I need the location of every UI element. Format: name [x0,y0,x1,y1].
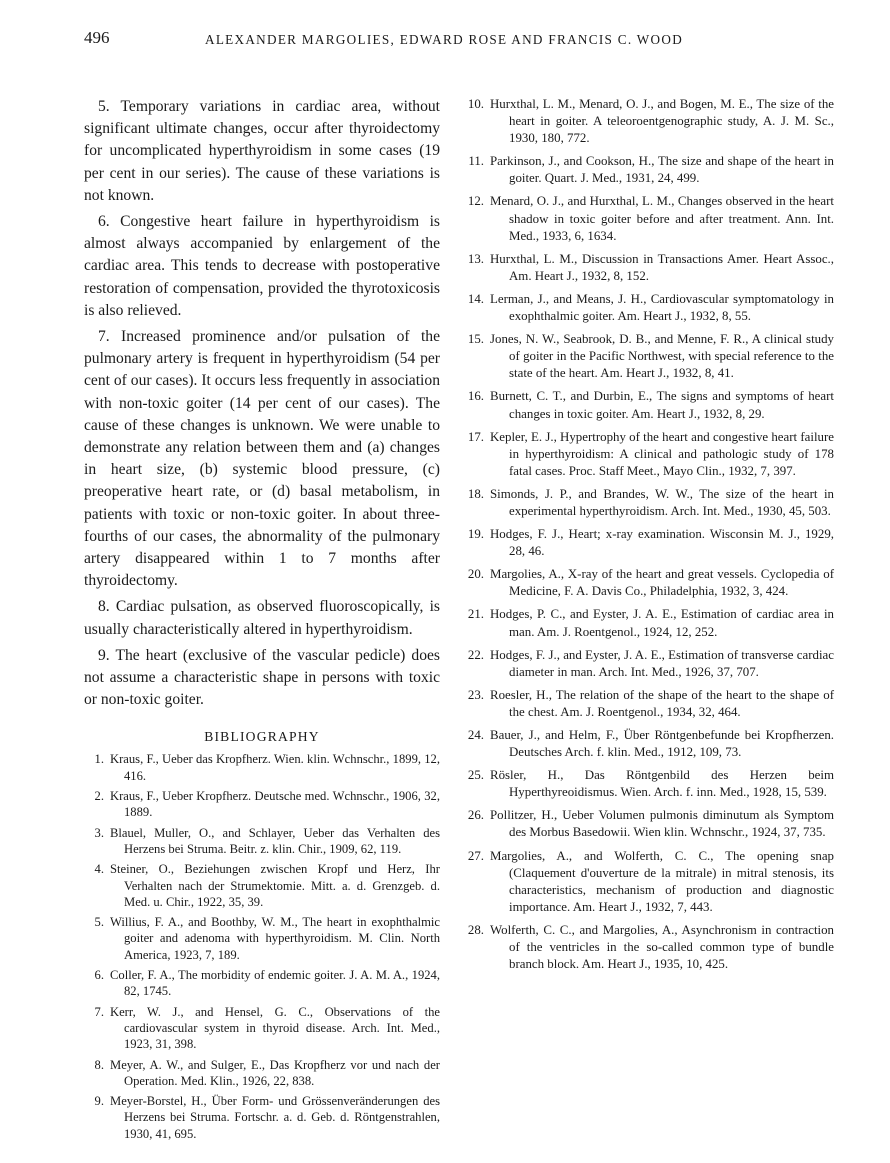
bib-entry [458,486,834,520]
right-column [458,96,834,979]
bib-entry-text: Hurxthal, L. M., Menard, O. J., and Bogen, M. E., The size of the heart in goiter. A teleoroentgenographic study, A. J. M. Sc., 1930, 180, 772. [490,97,834,146]
conclusion-5: 5. Temporary variations in cardiac area, without significant ultimate changes, occur after thyroidectomy for uncomplicated hyperthyroidism in some cases (19 per cent in our series). The cause of these variations is not known. [84,98,440,204]
bib-entry-number: 24. [467,728,484,742]
bib-entry-text: Hurxthal, L. M., Discussion in Transactions Amer. Heart Assoc., Am. Heart J., 1932, 8, 152. [490,251,834,283]
bib-entry-number: 18. [467,486,484,501]
bib-entry-number: 4. [94,862,104,877]
bib-entry-number: 22. [467,647,484,662]
bib-entry-text: Pollitzer, H., Ueber Volumen pulmonis diminutum als Symptom des Morbus Basedowii. Wien klin. Wchnschr., 1924, 37, 735. [490,808,834,840]
bib-entry-number: 28. [467,922,484,937]
bib-entry-text: Lerman, J., and Means, J. H., Cardiovascular symptomatology in exophthalmic goiter. Am. Heart J., 1932, 8, 55. [490,291,834,324]
bib-entry-text: Bauer, J., and Helm, F., Über Röntgenbefunde bei Kropfherzen. Deutsches Arch. f. klin. Med., 1912, 109, 73. [490,728,834,760]
bib-entry-number: 14. [467,291,484,306]
bib-entry-number: 27. [467,848,484,863]
bib-entry-number: 21. [467,607,484,622]
bib-entry [458,331,834,382]
bib-entry [84,788,440,821]
bib-entry-number: 11. [468,154,484,169]
bib-entry [84,914,440,963]
bib-entry [458,727,834,761]
bib-entry [458,807,834,841]
bib-entry-text: Kraus, F., Ueber das Kropfherz. Wien. klin. Wchnschr., 1899, 12, 416. [110,752,440,783]
bib-entry-text: Meyer, A. W., and Sulger, E., Das Kropfherz vor und nach der Operation. Med. Klin., 1926, 22, 838. [110,1057,440,1088]
bib-entry [458,606,834,640]
bib-entry [458,153,834,187]
bib-entry [458,767,834,801]
bib-entry-number: 12. [467,194,484,209]
bib-entry-number: 19. [467,527,484,542]
left-column [84,96,440,1146]
bib-entry-text: Hodges, P. C., and Eyster, J. A. E., Estimation of cardiac area in man. Am. J. Roentgenol., 1924, 12, 252. [490,607,834,639]
conclusion-8: 8. Cardiac pulsation, as observed fluoroscopically, is usually characteristically altered in hyperthyroidism. [84,598,440,638]
bib-entry [458,251,834,285]
bib-entry-text: Kepler, E. J., Hypertrophy of the heart and congestive heart failure in hyperthyroidism: A clinical and pathologic study of 178 fatal cases. Proc. Staff Meet., Mayo Clin., 1932, 7, 397. [490,429,834,478]
bib-entry [458,388,834,422]
bib-entry-text: Hodges, F. J., and Eyster, J. A. E., Estimation of transverse cardiac diameter in man. Arch. Int. Med., 1926, 37, 707. [490,647,834,679]
bib-entry [458,526,834,560]
bib-entry [458,647,834,681]
bib-entry [84,1057,440,1090]
bib-entry-number: 26. [467,808,484,823]
bib-entry [84,825,440,858]
bibliography-heading: BIBLIOGRAPHY [204,729,320,745]
bib-entry-text: Rösler, H., Das Röntgenbild des Herzen beim Hyperthyreoidismus. Wien. Arch. f. inn. Med., 1928, 15, 539. [490,768,834,800]
conclusion-6: 6. Congestive heart failure in hyperthyroidism is almost always accompanied by enlargement of the cardiac area. This tends to decrease with postoperative restoration of compensation, provided the thyrotoxicosis is also relieved. [84,213,440,319]
bib-entry-number: 15. [467,332,484,347]
bib-entry [84,1004,440,1053]
bib-entry [458,566,834,600]
bib-entry-text: Simonds, J. P., and Brandes, W. W., The size of the heart in experimental hyperthyroidism. Arch. Int. Med., 1930, 45, 503. [490,486,834,518]
bib-entry [458,922,834,973]
bib-entry-text: Hodges, F. J., Heart; x-ray examination. Wisconsin M. J., 1929, 28, 46. [490,527,834,559]
bib-entry-text: Meyer-Borstel, H., Über Form- und Grössenveränderungen des Herzens bei Struma. Fortschr. a. d. Geb. d. Röntgenstrahlen, 1930, 41, 695. [110,1094,440,1141]
bib-entry-number: 8. [94,1057,104,1072]
bib-entry [458,193,834,244]
bib-entry-text: Coller, F. A., The morbidity of endemic goiter. J. A. M. A., 1924, 82, 1745. [110,968,440,999]
bib-entry-text: Roesler, H., The relation of the shape of the heart to the shape of the chest. Am. J. Roentgenol., 1934, 32, 464. [490,687,834,719]
bib-entry-text: Willius, F. A., and Boothby, W. M., The heart in exophthalmic goiter and adenoma with hyperthyroidism. M. Clin. North America, 1923, 7, 189. [110,915,440,962]
bib-entry-text: Wolferth, C. C., and Margolies, A., Asynchronism in contraction of the ventricles in the so-called common type of bundle branch block. Am. Heart J., 1935, 10, 425. [490,922,834,972]
conclusion-7: 7. Increased prominence and/or pulsation of the pulmonary artery is frequent in hyperthyroidism (54 per cent of our cases). It occurs less frequently in association with non-toxic goiter (14 per cent of our cases). The cause of these changes is unknown. We were unable to demonstrate any relation between them and (a) changes in heart size, (b) systemic blood pressure, (c) preoperative heart rate, or (d) basal metabolism, in patients with toxic or non-toxic goiter. In about three-fourths of our cases, the abnormality of the pulmonary artery disappeared within 1 to 7 months after thyroidectomy. [84,328,440,590]
bib-entry-number: 13. [467,251,484,266]
bibliography-list-right [458,96,834,973]
bib-entry-number: 2. [94,789,104,804]
bib-entry-text: Jones, N. W., Seabrook, D. B., and Menne, F. R., A clinical study of goiter in the Pacific Northwest, with special reference to the state of the heart. Am. Heart J., 1932, 8, 41. [490,332,834,381]
bib-entry-text: Margolies, A., X-ray of the heart and great vessels. Cyclopedia of Medicine, F. A. Davis Co., Philadelphia, 1932, 3, 424. [490,567,834,599]
bib-entry-number: 16. [467,389,484,404]
bib-entry-text: Margolies, A., and Wolferth, C. C., The opening snap (Claquement d'ouverture de la mitrale) in mitral stenosis, its characteristics, mechanism of production and diagnostic importance. Am. Heart J., 1932, 7, 443. [490,848,834,914]
bib-entry [458,96,834,147]
bib-entry-number: 1. [94,752,104,767]
bib-entry [84,751,440,784]
bib-entry-number: 17. [467,429,484,444]
bib-entry [84,967,440,1000]
conclusion-9: 9. The heart (exclusive of the vascular pedicle) does not assume a characteristic shape in persons with toxic or non-toxic goiter. [84,646,440,709]
bib-entry-number: 5. [94,915,104,930]
bib-entry-number: 6. [94,968,104,983]
bib-entry-number: 23. [467,687,484,702]
page-number: 496 [84,28,110,47]
bib-entry-text: Kraus, F., Ueber Kropfherz. Deutsche med. Wchnschr., 1906, 32, 1889. [110,789,440,820]
bib-entry-number: 20. [467,567,484,582]
bib-entry [458,687,834,721]
bib-entry-number: 7. [94,1004,104,1019]
bib-entry-number: 10. [467,97,484,111]
bib-entry-text: Steiner, O., Beziehungen zwischen Kropf und Herz, Ihr Verhalten nach der Strumektomie. Mitt. a. d. Grenzgeb. d. Med. u. Chir., 1922, 35, 39. [110,862,440,909]
bib-entry-number: 3. [94,825,104,840]
bib-entry [458,848,834,916]
bib-entry [458,291,834,325]
bib-entry-number: 9. [94,1094,104,1109]
running-head: ALEXANDER MARGOLIES, EDWARD ROSE AND FRANCIS C. WOOD [205,32,684,47]
bib-entry-text: Burnett, C. T., and Durbin, E., The signs and symptoms of heart changes in toxic goiter. Am. Heart J., 1932, 8, 29. [490,389,834,421]
bib-entry [84,1093,440,1142]
bib-entry-number: 25. [467,768,484,783]
bib-entry-text: Parkinson, J., and Cookson, H., The size and shape of the heart in goiter. Quart. J. Med., 1931, 24, 499. [490,154,834,186]
bib-entry-text: Blauel, Muller, O., and Schlayer, Ueber das Verhalten des Herzens bei Struma. Beitr. z. klin. Chir., 1909, 62, 119. [110,825,440,856]
bib-entry [458,429,834,480]
bib-entry-text: Kerr, W. J., and Hensel, G. C., Observations of the cardiovascular system in thyroid disease. Arch. Int. Med., 1923, 31, 398. [110,1004,440,1052]
bib-entry [84,861,440,910]
bibliography-list-left [84,751,440,1142]
bib-entry-text: Menard, O. J., and Hurxthal, L. M., Changes observed in the heart shadow in toxic goiter before and after treatment. Ann. Int. Med., 1933, 6, 1634. [490,194,834,243]
